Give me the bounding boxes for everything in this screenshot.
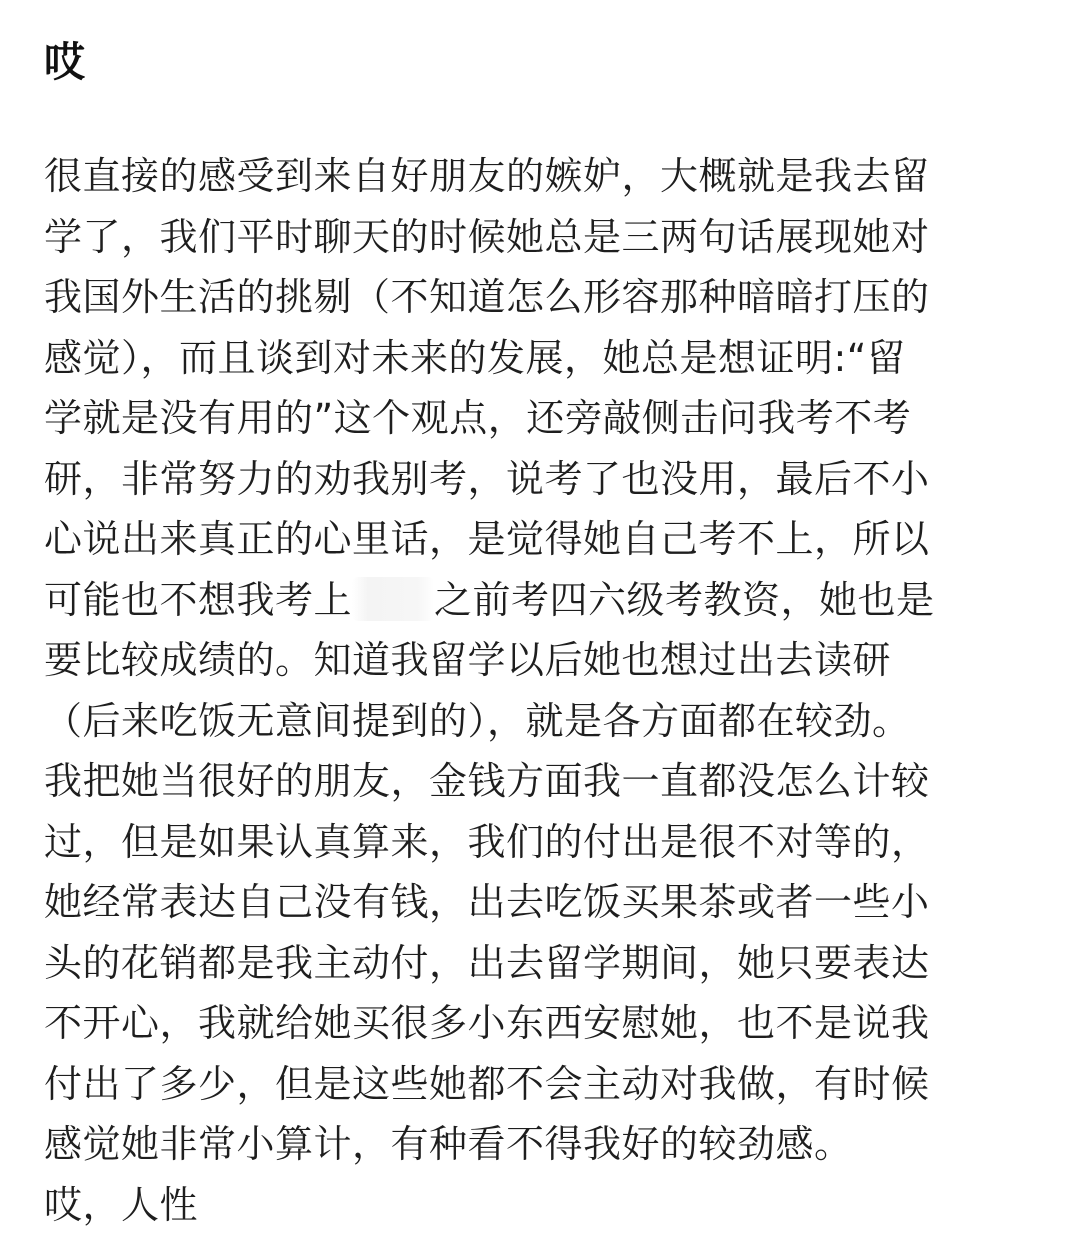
post-line: 很直接的感受到来自好朋友的嫉妒，大概就是我去留 xyxy=(44,146,1044,207)
post-line: 不开心，我就给她买很多小东西安慰她，也不是说我 xyxy=(44,993,1044,1054)
post-line: 研，非常努力的劝我别考，说考了也没用，最后不小 xyxy=(44,449,1044,510)
post-line: （后来吃饭无意间提到的），就是各方面都在较劲。 xyxy=(44,691,1044,752)
post-line: 感觉她非常小算计，有种看不得我好的较劲感。 xyxy=(44,1114,1044,1175)
post-line: 过，但是如果认真算来，我们的付出是很不对等的， xyxy=(44,812,1044,873)
post-body xyxy=(44,146,1044,1235)
post-line-redacted xyxy=(44,570,1044,631)
post-content xyxy=(44,0,1044,1235)
post-line: 学就是没有用的”这个观点，还旁敲侧击问我考不考 xyxy=(44,388,1044,449)
post-line: 学了，我们平时聊天的时候她总是三两句话展现她对 xyxy=(44,207,1044,268)
post-line: 要比较成绩的。知道我留学以后她也想过出去读研 xyxy=(44,630,1044,691)
post-line: 我把她当很好的朋友，金钱方面我一直都没怎么计较 xyxy=(44,751,1044,812)
post-line-segment: 可能也不想我考上 xyxy=(44,578,352,622)
post-line: 付出了多少，但是这些她都不会主动对我做，有时候 xyxy=(44,1054,1044,1115)
post-line: 心说出来真正的心里话，是觉得她自己考不上，所以 xyxy=(44,509,1044,570)
post-line-segment: 之前考四六级考教资，她也是 xyxy=(434,578,935,622)
post-title: 哎 xyxy=(44,0,1044,90)
post-line: 我国外生活的挑剔（不知道怎么形容那种暗暗打压的 xyxy=(44,267,1044,328)
redaction-blur xyxy=(352,577,434,621)
post-line: 头的花销都是我主动付，出去留学期间，她只要表达 xyxy=(44,933,1044,994)
post-line: 哎，人性 xyxy=(44,1175,1044,1235)
post-line: 她经常表达自己没有钱，出去吃饭买果茶或者一些小 xyxy=(44,872,1044,933)
post-line: 感觉），而且谈到对未来的发展，她总是想证明:“留 xyxy=(44,328,1044,389)
